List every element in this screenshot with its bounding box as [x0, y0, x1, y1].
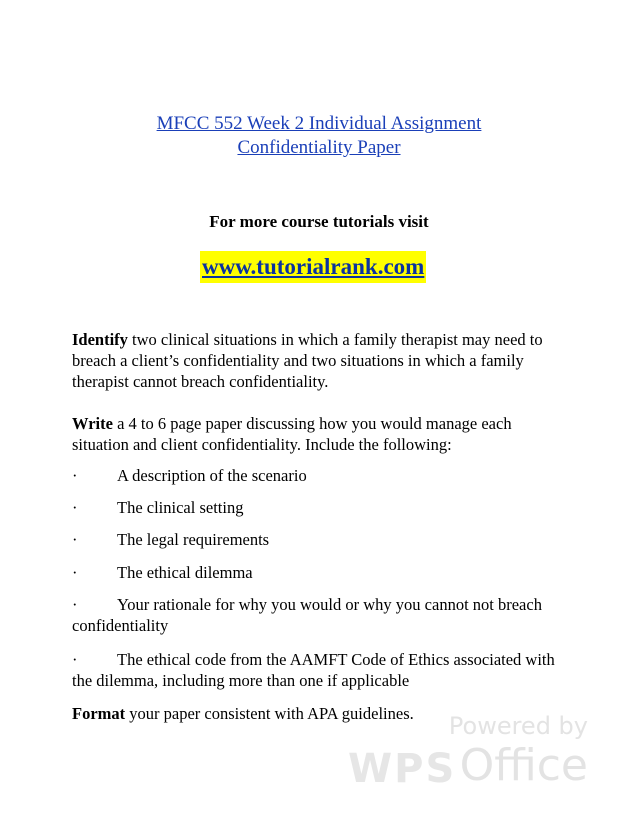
visit-text: For more course tutorials visit	[209, 212, 429, 231]
format-label: Format	[72, 704, 126, 723]
bullet-dot: ·	[72, 466, 78, 485]
title-link-1[interactable]: MFCC 552 Week 2 Individual Assignment	[156, 113, 482, 134]
list-item-text: A description of the scenario	[117, 466, 307, 485]
identify-paragraph	[72, 329, 572, 392]
list-item	[72, 594, 572, 636]
list-item	[72, 497, 572, 518]
wps-watermark	[348, 712, 588, 792]
list-item-text: The clinical setting	[117, 498, 244, 517]
document-title-line-1[interactable]	[0, 112, 638, 136]
list-item-text: The ethical dilemma	[117, 563, 253, 582]
bullet-dot: ·	[72, 530, 78, 549]
watermark-powered-text: Powered by	[448, 712, 588, 740]
write-text: a 4 to 6 page paper discussing how you would manage each situation and client confidentiality. Include the following:	[72, 414, 512, 454]
tutorial-site-link[interactable]: www.tutorialrank.com	[200, 251, 426, 283]
identify-label: Identify	[72, 330, 128, 349]
write-paragraph	[72, 413, 572, 455]
list-item-text: The legal requirements	[117, 530, 270, 549]
list-item	[72, 562, 572, 583]
format-text: your paper consistent with APA guidelines.	[125, 704, 414, 723]
list-item-text: The ethical code from the AAMFT Code of Ethics associated with the dilemma, including more than one if applicable	[72, 650, 555, 690]
title-link-2[interactable]: Confidentiality Paper	[237, 137, 401, 158]
list-item	[72, 649, 572, 691]
bullet-dot: ·	[72, 650, 78, 669]
list-item-text: Your rationale for why you would or why you cannot not breach confidentiality	[72, 595, 542, 635]
wps-logo-icon: WPS	[348, 746, 457, 792]
bullet-dot: ·	[72, 595, 78, 614]
bullet-dot: ·	[72, 563, 78, 582]
list-item	[72, 529, 572, 550]
watermark-office-text: Office	[459, 740, 588, 791]
bullet-dot: ·	[72, 498, 78, 517]
document-title-line-2[interactable]	[0, 136, 638, 160]
list-item	[72, 465, 572, 486]
identify-text: two clinical situations in which a family therapist may need to breach a client’s confidentiality and two situations in which a family therapist cannot breach confidentiality.	[72, 330, 543, 391]
write-label: Write	[72, 414, 113, 433]
